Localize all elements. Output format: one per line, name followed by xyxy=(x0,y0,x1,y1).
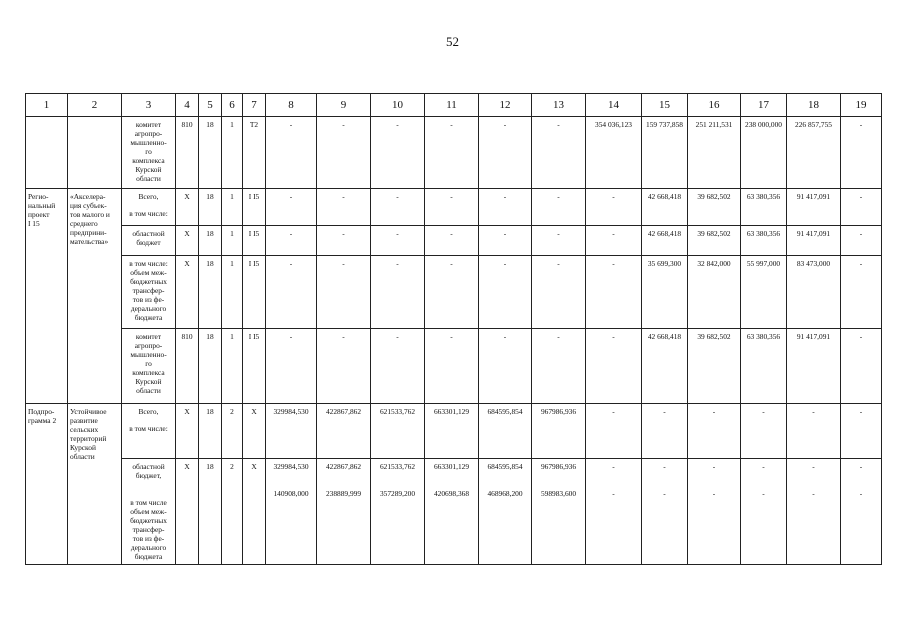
cell: I I5 xyxy=(243,189,266,226)
cell: - - xyxy=(741,459,787,565)
table-row xyxy=(26,404,882,459)
cell: - xyxy=(586,404,642,459)
cell: 226 857,755 xyxy=(787,117,841,189)
cell: - - xyxy=(642,459,688,565)
cell: 2 xyxy=(222,459,243,565)
cell: 422867,862 238889,999 xyxy=(317,459,371,565)
source-cell: областной бюджет xyxy=(122,226,176,256)
cell: 91 417,091 xyxy=(787,329,841,404)
cell: - xyxy=(371,256,425,329)
cell: 621533,762 xyxy=(371,404,425,459)
col-header: 6 xyxy=(222,94,243,117)
cell: 422867,862 xyxy=(317,404,371,459)
cell: - xyxy=(317,226,371,256)
cell: 91 417,091 xyxy=(787,226,841,256)
cell: I I5 xyxy=(243,226,266,256)
cell: 39 682,502 xyxy=(688,329,741,404)
cell: X xyxy=(176,226,199,256)
cell: - xyxy=(841,256,882,329)
cell: 329984,530 xyxy=(266,404,317,459)
cell: 1 xyxy=(222,226,243,256)
program-name-cell: Регио- нальный проект I 15 xyxy=(26,189,68,404)
cell: - xyxy=(586,329,642,404)
cell: 354 036,123 xyxy=(586,117,642,189)
cell: 1 xyxy=(222,189,243,226)
cell: 810 xyxy=(176,117,199,189)
cell: - xyxy=(266,329,317,404)
cell: - xyxy=(317,256,371,329)
source-cell: в том числе: объем меж- бюджетных трансфер- тов из фе- дерального бюджета xyxy=(122,256,176,329)
cell: 663301,129 420698,368 xyxy=(425,459,479,565)
cell: - xyxy=(479,189,532,226)
cell: - xyxy=(371,226,425,256)
cell: - xyxy=(787,404,841,459)
col-header: 14 xyxy=(586,94,642,117)
col-header: 5 xyxy=(199,94,222,117)
cell: - xyxy=(425,189,479,226)
cell: 55 997,000 xyxy=(741,256,787,329)
cell: - - xyxy=(688,459,741,565)
cell: 621533,762 357289,200 xyxy=(371,459,425,565)
cell: - xyxy=(266,117,317,189)
cell: 42 668,418 xyxy=(642,189,688,226)
table-row xyxy=(26,256,882,329)
cell: - xyxy=(642,404,688,459)
cell: - xyxy=(841,189,882,226)
cell: - xyxy=(479,226,532,256)
budget-table xyxy=(25,93,882,565)
source-cell: Всего, в том числе: xyxy=(122,189,176,226)
col-header: 18 xyxy=(787,94,841,117)
cell: - xyxy=(532,117,586,189)
cell: 32 842,000 xyxy=(688,256,741,329)
cell: X xyxy=(243,459,266,565)
cell: - - xyxy=(586,459,642,565)
cell: X xyxy=(176,189,199,226)
cell: 663301,129 xyxy=(425,404,479,459)
cell: - xyxy=(317,189,371,226)
cell: - xyxy=(479,329,532,404)
cell: I I5 xyxy=(243,256,266,329)
cell: - - xyxy=(787,459,841,565)
cell: 967986,936 xyxy=(532,404,586,459)
page-number: 52 xyxy=(446,34,459,49)
cell: - xyxy=(841,404,882,459)
cell: - xyxy=(586,189,642,226)
cell: 329984,530 140908,000 xyxy=(266,459,317,565)
col-header: 10 xyxy=(371,94,425,117)
col-header: 17 xyxy=(741,94,787,117)
cell: 39 682,502 xyxy=(688,226,741,256)
cell: 42 668,418 xyxy=(642,226,688,256)
col-header: 13 xyxy=(532,94,586,117)
cell: - xyxy=(532,189,586,226)
empty-cell xyxy=(26,117,68,189)
cell: X xyxy=(176,404,199,459)
cell: X xyxy=(176,459,199,565)
cell: - xyxy=(317,117,371,189)
cell: 63 380,356 xyxy=(741,189,787,226)
col-header: 1 xyxy=(26,94,68,117)
cell: 18 xyxy=(199,226,222,256)
source-cell: комитет агропро- мышленно- го комплекса Курской области xyxy=(122,329,176,404)
col-header: 12 xyxy=(479,94,532,117)
cell: - xyxy=(532,329,586,404)
cell: 18 xyxy=(199,329,222,404)
cell: 1 xyxy=(222,256,243,329)
cell: - xyxy=(317,329,371,404)
cell: X xyxy=(243,404,266,459)
cell: - xyxy=(425,256,479,329)
source-cell: комитет агропро- мышленно- го комплекса Курской области xyxy=(122,117,176,189)
cell: X xyxy=(176,256,199,329)
cell: 39 682,502 xyxy=(688,189,741,226)
cell: 684595,854 xyxy=(479,404,532,459)
col-header: 4 xyxy=(176,94,199,117)
cell: 91 417,091 xyxy=(787,189,841,226)
col-header: 9 xyxy=(317,94,371,117)
table-row xyxy=(26,459,882,565)
col-header: 19 xyxy=(841,94,882,117)
header-row xyxy=(26,94,882,117)
source-cell: Всего, в том числе: xyxy=(122,404,176,459)
program-title-cell: Устойчивое развитие сельских территорий Курской области xyxy=(68,404,122,565)
cell: - xyxy=(841,117,882,189)
source-cell: областной бюджет, в том числе объем меж- бюджетных трансфер- тов из фе- дерального бюджета xyxy=(122,459,176,565)
cell: 1 xyxy=(222,329,243,404)
cell: 967986,936 598983,600 xyxy=(532,459,586,565)
cell: 42 668,418 xyxy=(642,329,688,404)
cell: - xyxy=(479,117,532,189)
col-header: 2 xyxy=(68,94,122,117)
col-header: 7 xyxy=(243,94,266,117)
cell: 63 380,356 xyxy=(741,329,787,404)
cell: 810 xyxy=(176,329,199,404)
cell: - xyxy=(688,404,741,459)
cell: - xyxy=(425,226,479,256)
empty-cell xyxy=(68,117,122,189)
col-header: 3 xyxy=(122,94,176,117)
table-row xyxy=(26,189,882,226)
cell: - xyxy=(371,189,425,226)
table-row xyxy=(26,117,882,189)
cell: - xyxy=(586,256,642,329)
program-title-cell: «Акселера- ция субъек- тов малого и среднего предприни- мательства» xyxy=(68,189,122,404)
cell: 684595,854 468968,200 xyxy=(479,459,532,565)
cell: - xyxy=(266,226,317,256)
cell: Т2 xyxy=(243,117,266,189)
program-name-cell: Подпро- грамма 2 xyxy=(26,404,68,565)
col-header: 15 xyxy=(642,94,688,117)
cell: 251 211,531 xyxy=(688,117,741,189)
cell: 18 xyxy=(199,256,222,329)
cell: - xyxy=(479,256,532,329)
cell: - xyxy=(266,189,317,226)
cell: - xyxy=(532,256,586,329)
cell: - xyxy=(425,329,479,404)
cell: - xyxy=(425,117,479,189)
cell: 1 xyxy=(222,117,243,189)
cell: I I5 xyxy=(243,329,266,404)
table-row xyxy=(26,329,882,404)
cell: - xyxy=(532,226,586,256)
cell: - xyxy=(371,329,425,404)
cell: - - xyxy=(841,459,882,565)
cell: 18 xyxy=(199,189,222,226)
cell: 18 xyxy=(199,117,222,189)
table-row xyxy=(26,226,882,256)
cell: 18 xyxy=(199,404,222,459)
cell: 18 xyxy=(199,459,222,565)
col-header: 11 xyxy=(425,94,479,117)
cell: - xyxy=(841,329,882,404)
cell: - xyxy=(371,117,425,189)
col-header: 8 xyxy=(266,94,317,117)
cell: - xyxy=(841,226,882,256)
cell: 159 737,858 xyxy=(642,117,688,189)
cell: 83 473,000 xyxy=(787,256,841,329)
cell: - xyxy=(266,256,317,329)
cell: 63 380,356 xyxy=(741,226,787,256)
col-header: 16 xyxy=(688,94,741,117)
cell: 238 000,000 xyxy=(741,117,787,189)
cell: 35 699,300 xyxy=(642,256,688,329)
cell: - xyxy=(741,404,787,459)
cell: - xyxy=(586,226,642,256)
cell: 2 xyxy=(222,404,243,459)
